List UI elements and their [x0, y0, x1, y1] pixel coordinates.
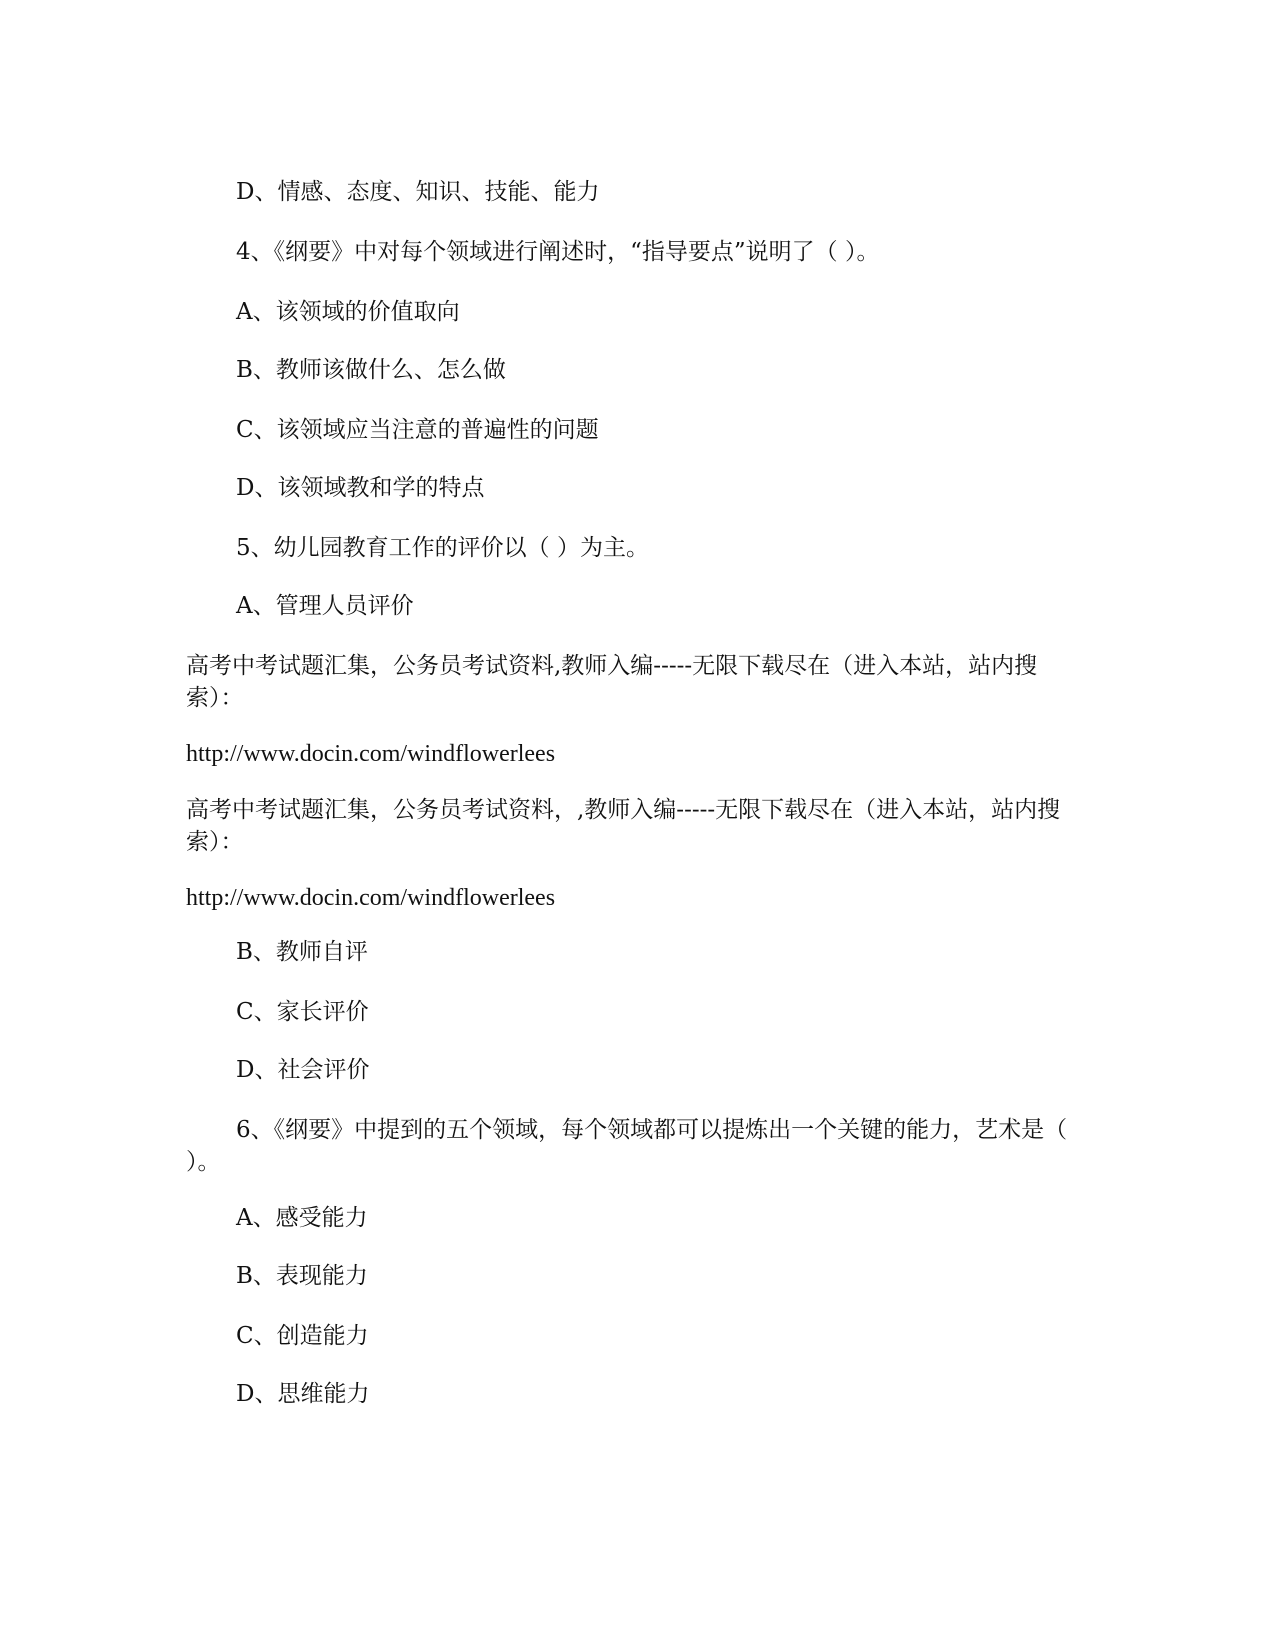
option-c-q6: C、创造能力 — [236, 1323, 369, 1349]
option-d-q3: D、情感、态度、知识、技能、能力 — [236, 179, 600, 205]
option-b-q5: B、教师自评 — [236, 939, 368, 965]
question-6: 6、《纲要》中提到的五个领域，每个领域都可以提炼出一个关键的能力，艺术是（ ）。 — [186, 1117, 1068, 1175]
option-d-q5: D、社会评价 — [236, 1057, 370, 1083]
option-a-q6: A、感受能力 — [236, 1205, 368, 1231]
option-c-q5: C、家长评价 — [236, 999, 369, 1025]
option-c-q4: C、该领域应当注意的普遍性的问题 — [236, 417, 599, 443]
option-b-q4: B、教师该做什么、怎么做 — [236, 357, 506, 383]
question-5: 5、幼儿园教育工作的评价以（ ）为主。 — [236, 535, 649, 561]
option-a-q5: A、管理人员评价 — [236, 593, 414, 619]
option-d-q4: D、该领域教和学的特点 — [236, 475, 485, 501]
option-a-q4: A、该领域的价值取向 — [236, 299, 460, 325]
promo-text-1: 高考中考试题汇集，公务员考试资料,教师入编-----无限下载尽在（进入本站，站内搜索）： — [186, 653, 1038, 711]
promo-text-2: 高考中考试题汇集，公务员考试资料，,教师入编-----无限下载尽在（进入本站，站内搜索）： — [186, 797, 1061, 855]
option-d-q6: D、思维能力 — [236, 1381, 370, 1407]
option-b-q6: B、表现能力 — [236, 1263, 368, 1289]
question-4: 4、《纲要》中对每个领域进行阐述时，“指导要点”说明了（ ）。 — [236, 239, 880, 265]
promo-link-1[interactable]: http://www.docin.com/windflowerlees — [186, 741, 556, 767]
promo-link-2[interactable]: http://www.docin.com/windflowerlees — [186, 885, 556, 911]
